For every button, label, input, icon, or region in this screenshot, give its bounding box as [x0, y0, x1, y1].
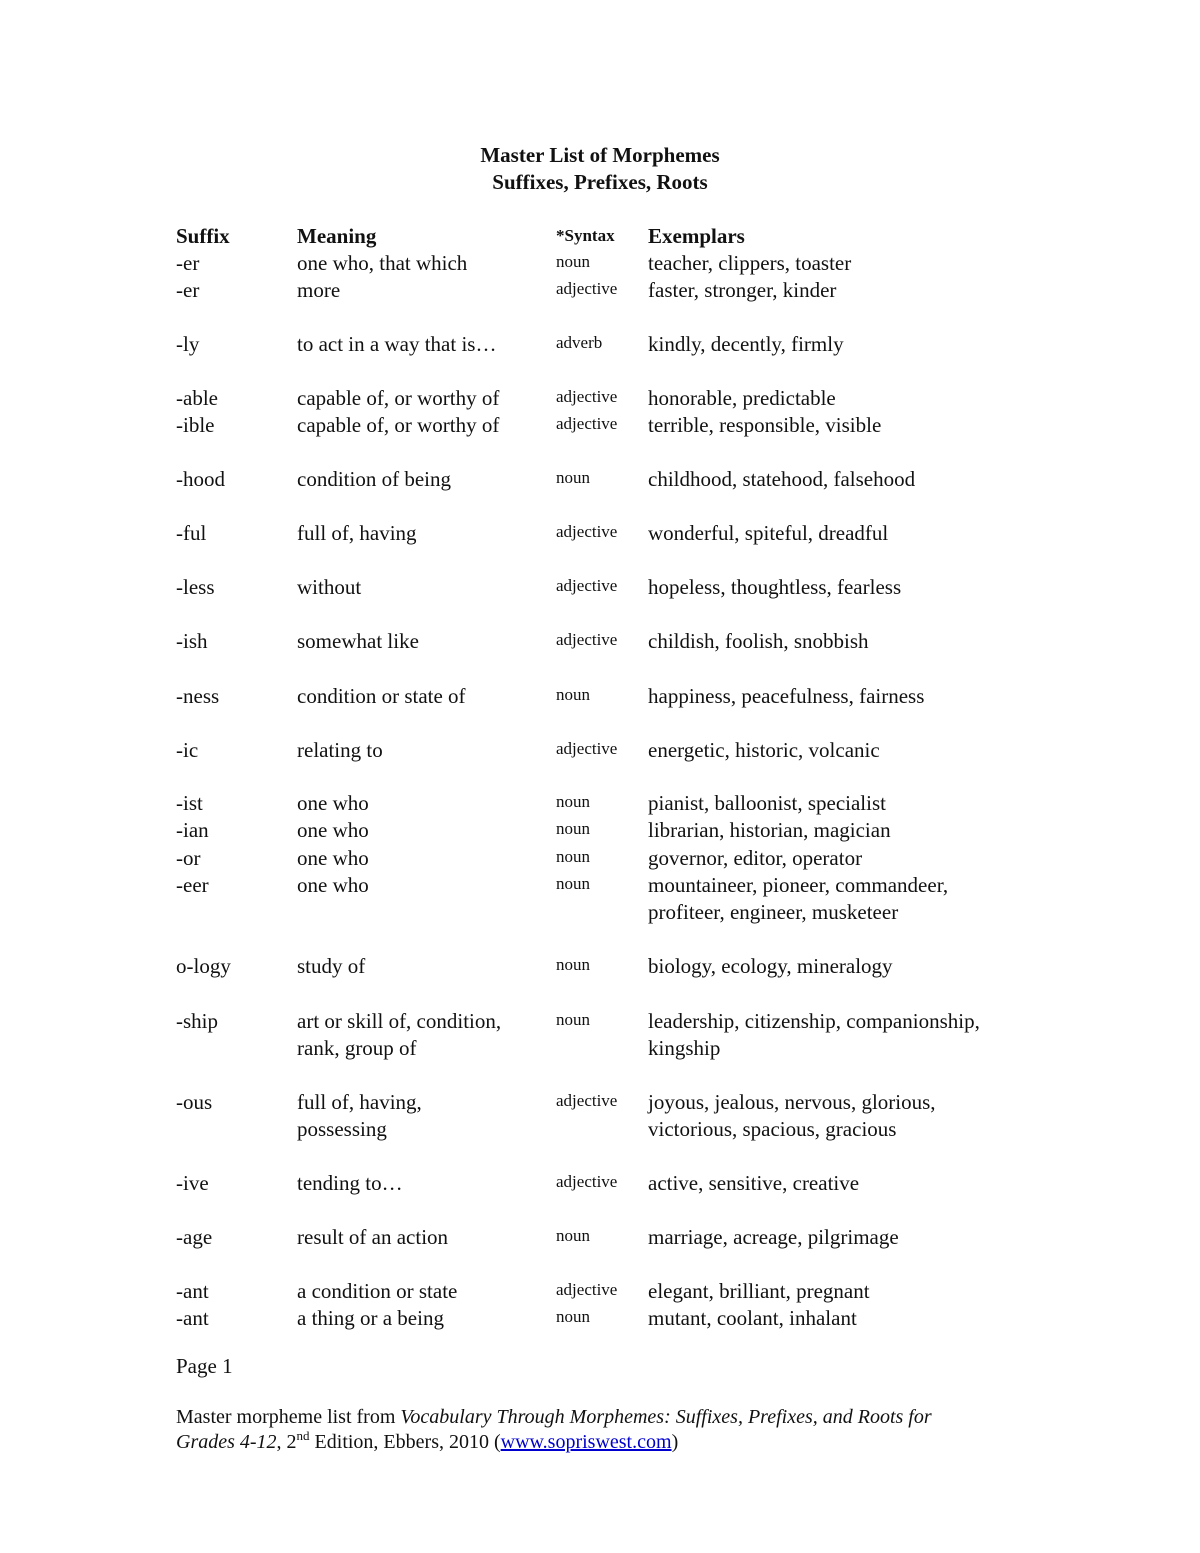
citation-edition-rest: Edition, Ebbers, 2010 (	[309, 1431, 501, 1453]
suffix-cell: -ful	[176, 521, 207, 545]
exemplar-line: honorable, predictable	[648, 386, 836, 410]
exemplar-line: energetic, historic, volcanic	[648, 738, 880, 762]
syntax-cell: noun	[556, 252, 590, 271]
suffix-cell: -or	[176, 846, 201, 870]
syntax-cell: adjective	[556, 387, 618, 406]
exemplars-cell	[648, 277, 836, 304]
exemplars-cell	[648, 574, 901, 601]
exemplar-line: librarian, historian, magician	[648, 818, 891, 842]
meaning-line: a thing or a being	[297, 1306, 444, 1330]
meaning-line: condition or state of	[297, 684, 466, 708]
meaning-line: a condition or state	[297, 1279, 458, 1303]
publisher-link[interactable]: www.sopriswest.com	[500, 1431, 672, 1453]
exemplars-cell	[648, 250, 851, 277]
syntax-cell: adjective	[556, 1280, 618, 1299]
header-exemplars: Exemplars	[648, 224, 745, 248]
exemplars-cell	[648, 1278, 870, 1305]
meaning-line: one who, that which	[297, 251, 468, 275]
suffix-cell: -ible	[176, 413, 215, 437]
exemplar-line: kingship	[648, 1036, 721, 1060]
meaning-cell	[297, 872, 369, 899]
exemplars-cell	[648, 520, 888, 547]
suffix-cell: -ant	[176, 1306, 209, 1330]
exemplars-cell	[648, 412, 881, 439]
syntax-cell: noun	[556, 1010, 590, 1029]
meaning-cell	[297, 250, 467, 277]
exemplars-cell	[648, 683, 924, 710]
exemplar-line: mutant, coolant, inhalant	[648, 1306, 857, 1330]
document-subtitle: Suffixes, Prefixes, Roots	[492, 170, 708, 194]
meaning-line: result of an action	[297, 1225, 449, 1249]
exemplar-line: leadership, citizenship, companionship,	[648, 1009, 980, 1033]
suffix-cell: -age	[176, 1225, 213, 1249]
exemplars-cell	[648, 628, 869, 655]
suffix-cell: -ist	[176, 791, 203, 815]
meaning-cell	[297, 628, 419, 655]
suffix-cell: -er	[176, 278, 200, 302]
meaning-cell	[297, 790, 369, 817]
meaning-line: one who	[297, 846, 369, 870]
header-syntax: *Syntax	[556, 226, 615, 245]
meaning-line: full of, having,	[297, 1090, 422, 1114]
suffix-cell: -er	[176, 251, 200, 275]
meaning-line: to act in a way that is…	[297, 332, 497, 356]
citation-book-title: Vocabulary Through Morphemes: Suffixes, Prefixes, and Roots for	[400, 1406, 932, 1428]
suffix-cell: -ic	[176, 738, 199, 762]
syntax-cell: adjective	[556, 1091, 618, 1110]
syntax-cell: adjective	[556, 1172, 618, 1191]
citation-line-1	[176, 1405, 1036, 1430]
suffix-cell: -ive	[176, 1171, 209, 1195]
meaning-cell	[297, 1305, 444, 1332]
syntax-cell: noun	[556, 1307, 590, 1326]
meaning-cell	[297, 412, 499, 439]
exemplar-line: elegant, brilliant, pregnant	[648, 1279, 870, 1303]
suffix-cell: -ish	[176, 629, 208, 653]
exemplar-line: teacher, clippers, toaster	[648, 251, 852, 275]
suffix-cell: o-logy	[176, 954, 231, 978]
syntax-cell: adverb	[556, 333, 603, 352]
meaning-line: capable of, or worthy of	[297, 386, 500, 410]
meaning-cell	[297, 1278, 457, 1305]
meaning-cell	[297, 277, 340, 304]
syntax-cell: noun	[556, 792, 590, 811]
exemplars-cell	[648, 1224, 899, 1251]
exemplar-line: active, sensitive, creative	[648, 1171, 860, 1195]
syntax-cell: noun	[556, 468, 590, 487]
meaning-line: more	[297, 278, 341, 302]
syntax-cell: noun	[556, 955, 590, 974]
syntax-cell: adjective	[556, 522, 618, 541]
meaning-line: relating to	[297, 738, 383, 762]
exemplars-cell	[648, 1170, 859, 1197]
meaning-line: capable of, or worthy of	[297, 413, 500, 437]
syntax-cell: adjective	[556, 576, 618, 595]
meaning-cell	[297, 466, 451, 493]
exemplars-cell	[648, 1089, 936, 1143]
exemplars-cell	[648, 1008, 980, 1062]
citation	[176, 1405, 1036, 1455]
meaning-cell	[297, 737, 383, 764]
suffix-cell: -hood	[176, 467, 225, 491]
exemplar-line: childhood, statehood, falsehood	[648, 467, 916, 491]
meaning-cell	[297, 683, 466, 710]
exemplars-cell	[648, 385, 836, 412]
meaning-line: condition of being	[297, 467, 451, 491]
meaning-cell	[297, 1224, 448, 1251]
syntax-cell: adjective	[556, 414, 618, 433]
meaning-line: one who	[297, 873, 369, 897]
syntax-cell: noun	[556, 819, 590, 838]
citation-closing: )	[671, 1431, 679, 1453]
exemplars-cell	[648, 845, 862, 872]
meaning-line: rank, group of	[297, 1036, 417, 1060]
meaning-line: one who	[297, 791, 369, 815]
exemplars-cell	[648, 790, 886, 817]
meaning-line: one who	[297, 818, 369, 842]
header-suffix: Suffix	[176, 224, 230, 248]
meaning-line: full of, having	[297, 521, 417, 545]
exemplars-cell	[648, 817, 891, 844]
meaning-line: somewhat like	[297, 629, 419, 653]
citation-edition-num: , 2	[276, 1431, 297, 1453]
exemplars-cell	[648, 737, 880, 764]
meaning-cell	[297, 845, 369, 872]
exemplar-line: marriage, acreage, pilgrimage	[648, 1225, 899, 1249]
meaning-cell	[297, 331, 496, 358]
citation-edition-sup: nd	[296, 1428, 310, 1443]
syntax-cell: noun	[556, 685, 590, 704]
exemplar-line: kindly, decently, firmly	[648, 332, 844, 356]
exemplar-line: joyous, jealous, nervous, glorious,	[648, 1090, 936, 1114]
syntax-cell: noun	[556, 1226, 590, 1245]
syntax-cell: adjective	[556, 630, 618, 649]
exemplar-line: terrible, responsible, visible	[648, 413, 882, 437]
exemplar-line: mountaineer, pioneer, commandeer,	[648, 873, 949, 897]
exemplar-line: childish, foolish, snobbish	[648, 629, 869, 653]
exemplars-cell	[648, 872, 948, 926]
exemplars-cell	[648, 331, 844, 358]
citation-prefix: Master morpheme list from	[176, 1406, 401, 1428]
meaning-line: study of	[297, 954, 366, 978]
meaning-line: art or skill of, condition,	[297, 1009, 502, 1033]
meaning-cell	[297, 1008, 501, 1062]
exemplars-cell	[648, 1305, 857, 1332]
exemplar-line: happiness, peacefulness, fairness	[648, 684, 925, 708]
exemplar-line: biology, ecology, mineralogy	[648, 954, 893, 978]
suffix-cell: -ship	[176, 1009, 218, 1033]
meaning-line: tending to…	[297, 1171, 403, 1195]
document-title: Master List of Morphemes	[480, 143, 720, 167]
syntax-cell: adjective	[556, 279, 618, 298]
meaning-cell	[297, 1170, 403, 1197]
exemplar-line: wonderful, spiteful, dreadful	[648, 521, 889, 545]
exemplar-line: victorious, spacious, gracious	[648, 1117, 897, 1141]
meaning-cell	[297, 953, 365, 980]
meaning-cell	[297, 1089, 422, 1143]
syntax-cell: noun	[556, 847, 590, 866]
exemplars-cell	[648, 466, 915, 493]
header-meaning: Meaning	[297, 224, 377, 248]
suffix-cell: -less	[176, 575, 215, 599]
suffix-cell: -able	[176, 386, 218, 410]
exemplar-line: governor, editor, operator	[648, 846, 863, 870]
page-number: Page 1	[176, 1354, 233, 1378]
meaning-cell	[297, 520, 417, 547]
suffix-cell: -ant	[176, 1279, 209, 1303]
exemplar-line: faster, stronger, kinder	[648, 278, 837, 302]
suffix-cell: -ous	[176, 1090, 213, 1114]
syntax-cell: noun	[556, 874, 590, 893]
suffix-cell: -ness	[176, 684, 220, 708]
exemplars-cell	[648, 953, 893, 980]
suffix-cell: -ian	[176, 818, 209, 842]
meaning-cell	[297, 574, 361, 601]
exemplar-line: pianist, balloonist, specialist	[648, 791, 886, 815]
suffix-cell: -ly	[176, 332, 200, 356]
syntax-cell: adjective	[556, 739, 618, 758]
suffix-cell: -eer	[176, 873, 209, 897]
meaning-line: without	[297, 575, 362, 599]
exemplar-line: profiteer, engineer, musketeer	[648, 900, 899, 924]
meaning-line: possessing	[297, 1117, 387, 1141]
citation-line-2	[176, 1430, 1036, 1455]
meaning-cell	[297, 817, 369, 844]
citation-grades: Grades 4-12	[176, 1431, 277, 1453]
meaning-cell	[297, 385, 499, 412]
exemplar-line: hopeless, thoughtless, fearless	[648, 575, 902, 599]
